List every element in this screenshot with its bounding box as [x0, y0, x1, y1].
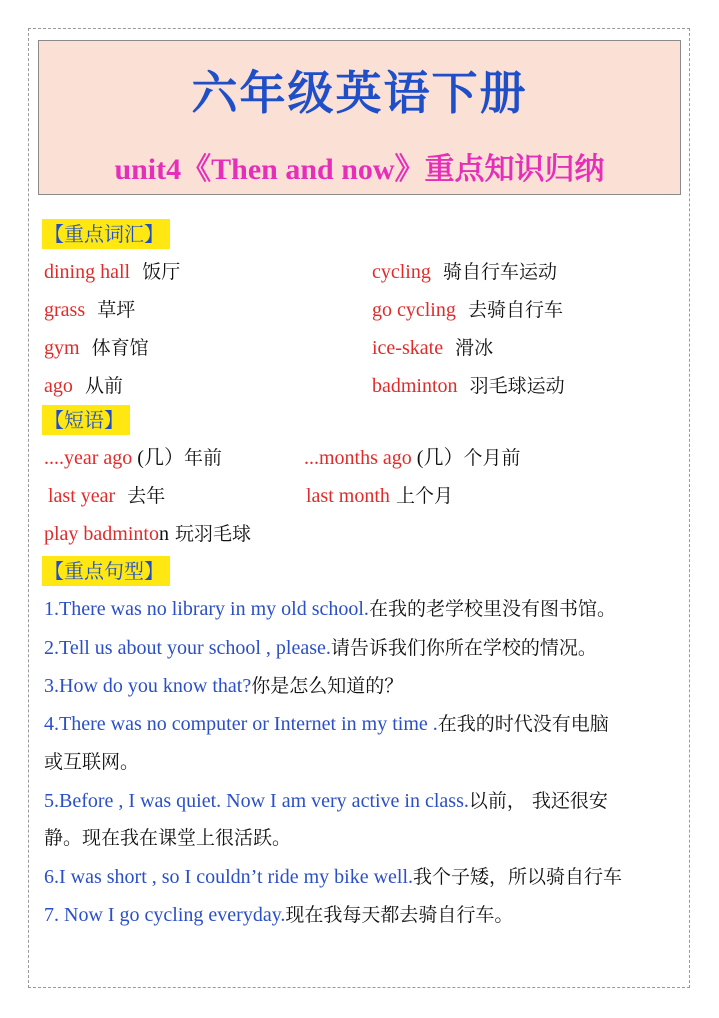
- phrase-item: ....year ago (几）年前: [44, 447, 222, 469]
- vocab-item: ice-skate 滑冰: [372, 337, 494, 359]
- sentence-item: 2.Tell us about your school , please.请告诉我们你所在学校的情况。: [44, 637, 597, 659]
- phrase-item: play badminton 玩羽毛球: [44, 523, 252, 545]
- sentence-item: 5.Before , I was quiet. Now I am very active in class.以前， 我还很安: [44, 790, 608, 812]
- vocab-item: badminton 羽毛球运动: [372, 375, 565, 397]
- header-box: [38, 40, 681, 195]
- vocab-item: dining hall 饭厅: [44, 261, 181, 283]
- phrase-item: last month 上个月: [306, 485, 453, 507]
- sentence-continuation: 或互联网。: [44, 751, 140, 773]
- phrase-item: last year 去年: [48, 485, 166, 507]
- sentences-heading: 【重点句型】: [42, 556, 170, 586]
- sentence-item: 7. Now I go cycling everyday.现在我每天都去骑自行车。: [44, 904, 514, 926]
- page-title: 六年级英语下册: [191, 66, 528, 120]
- vocab-heading: 【重点词汇】: [42, 219, 170, 249]
- vocab-item: ago 从前: [44, 375, 123, 397]
- sentence-item: 4.There was no computer or Internet in my time .在我的时代没有电脑: [44, 713, 609, 735]
- sentence-item: 3.How do you know that?你是怎么知道的？: [44, 675, 404, 697]
- vocab-item: grass 草坪: [44, 299, 136, 321]
- sentence-continuation: 静。现在我在课堂上很活跃。: [44, 827, 292, 849]
- vocab-item: gym 体育馆: [44, 337, 149, 359]
- vocab-item: go cycling 去骑自行车: [372, 299, 563, 321]
- page-subtitle: unit4《Then and now》重点知识归纳: [114, 153, 605, 186]
- sentence-item: 6.I was short , so I couldn’t ride my bike well.我个子矮，所以骑自行车: [44, 866, 623, 888]
- sentence-item: 1.There was no library in my old school.在我的老学校里没有图书馆。: [44, 598, 616, 620]
- phrase-item: ...months ago (几）个月前: [304, 447, 521, 469]
- vocab-item: cycling 骑自行车运动: [372, 261, 557, 283]
- phrases-heading: 【短语】: [42, 405, 130, 435]
